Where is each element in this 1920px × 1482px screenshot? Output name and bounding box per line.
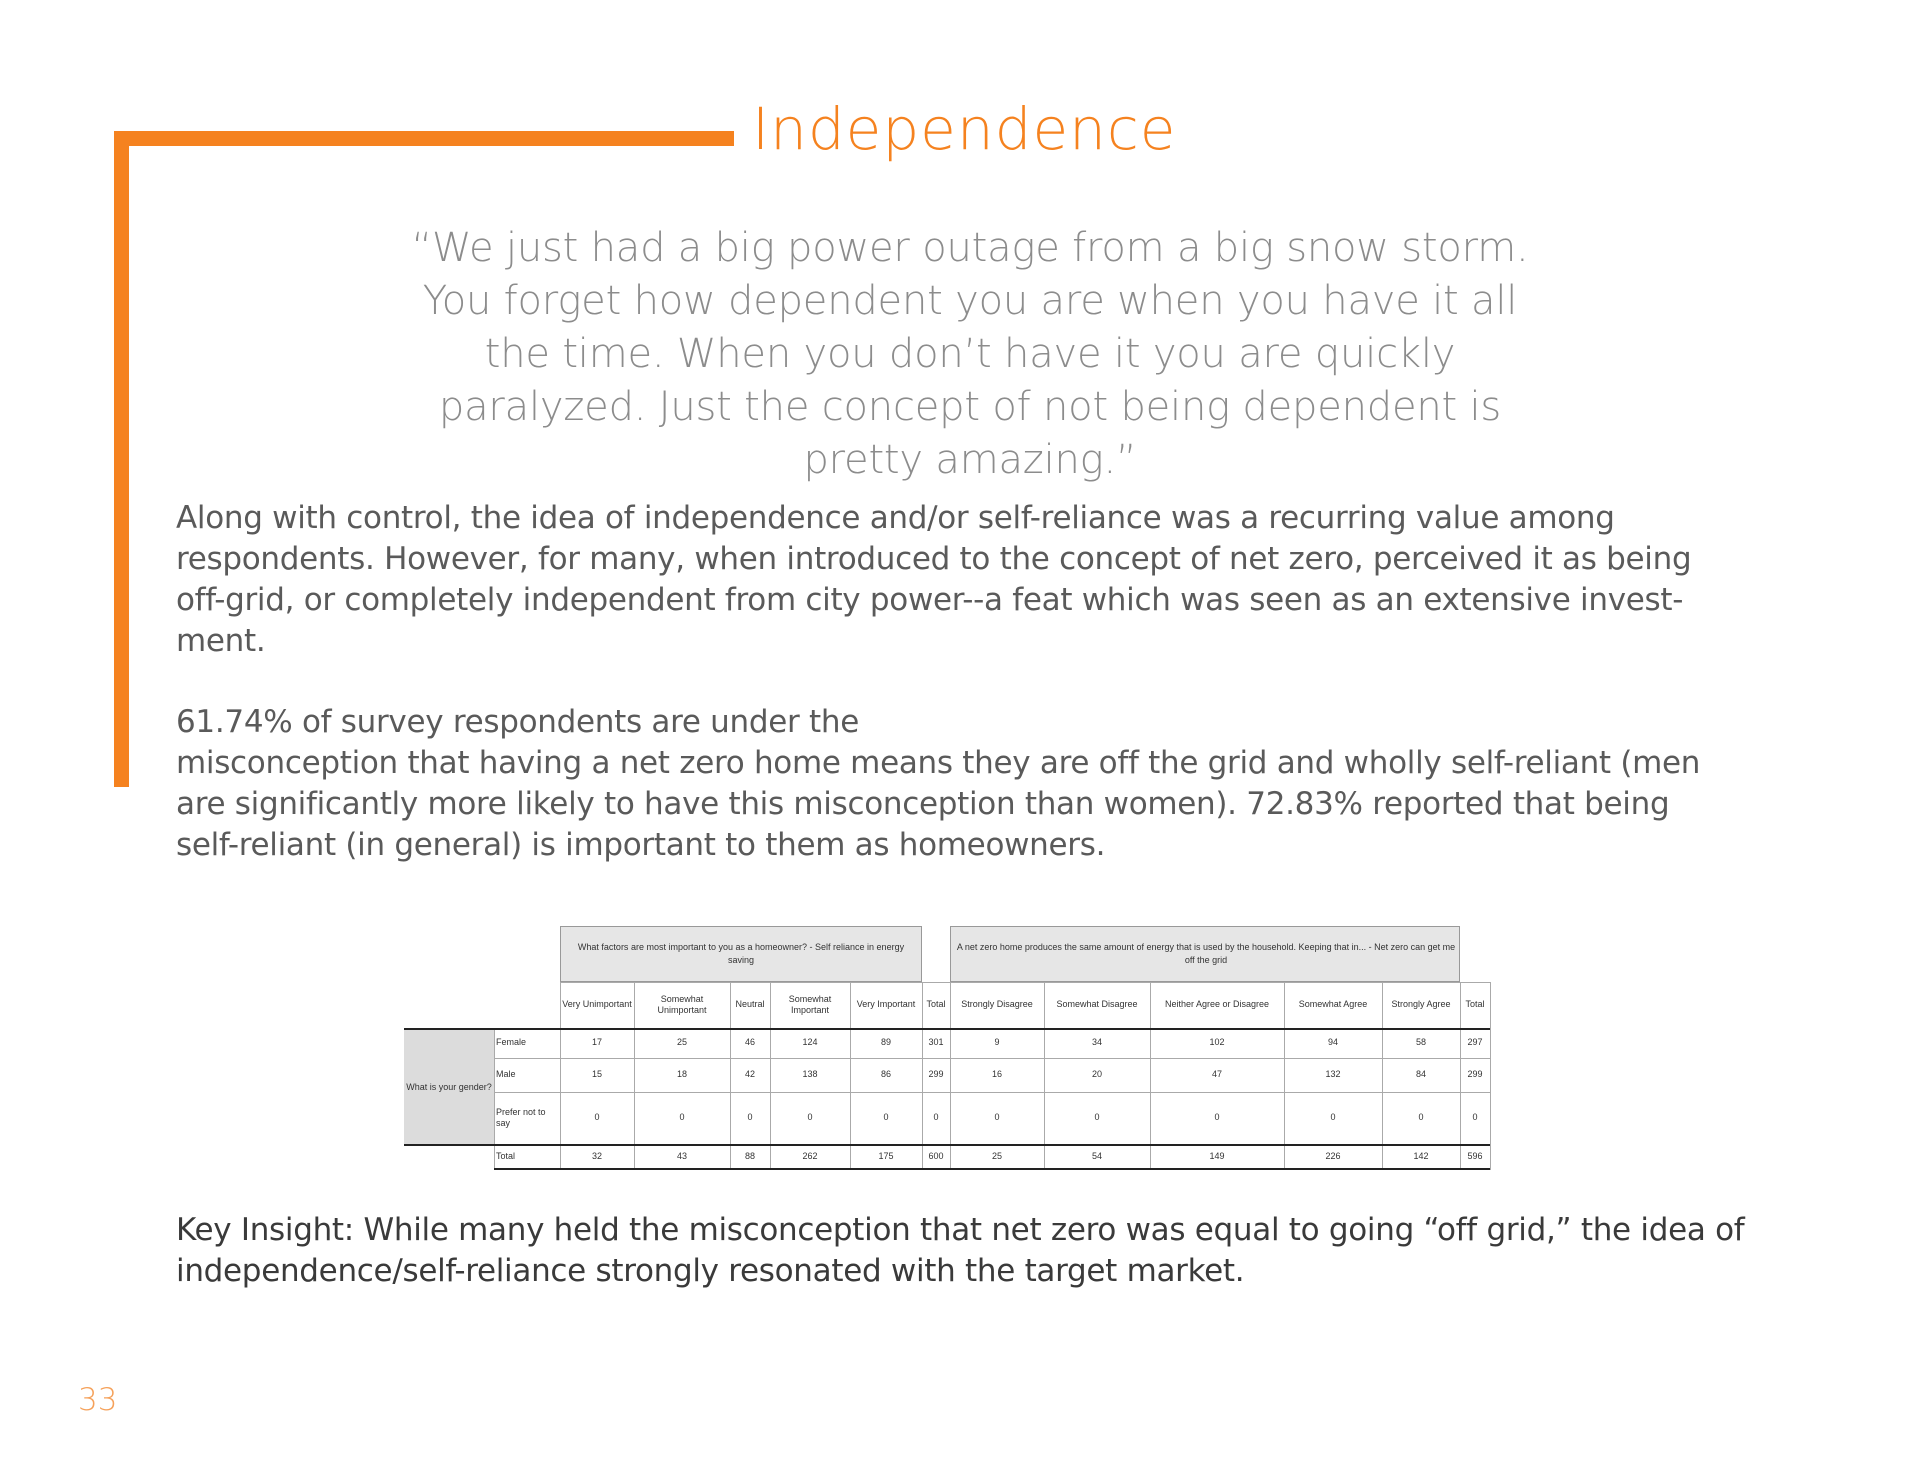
table-cell: 0 (1330, 1112, 1336, 1123)
table-cell: 0 (807, 1112, 813, 1123)
table-cell: 0 (679, 1112, 685, 1123)
quote-line: paralyzed. Just the concept of not being dependent is (438, 384, 1502, 430)
column-header: Somewhat Unimportant (657, 993, 707, 1015)
grid-line (494, 1092, 1490, 1093)
survey-crosstab-table (404, 926, 1494, 1170)
table-rule (404, 1144, 1490, 1146)
column-header: Somewhat Agree (1298, 999, 1368, 1010)
grid-line (1382, 982, 1383, 1170)
table-cell: 600 (928, 1151, 944, 1162)
table-cell: 25 (991, 1151, 1002, 1162)
table-cell: 15 (591, 1069, 602, 1080)
body-paragraph-1 (176, 498, 1736, 662)
table-cell: 124 (802, 1037, 818, 1048)
page-number: 33 (78, 1382, 118, 1418)
table-cell: 20 (1091, 1069, 1102, 1080)
table-cell: 0 (747, 1112, 753, 1123)
grid-line (1284, 982, 1285, 1170)
row-question-text: What is your gender? (406, 1081, 492, 1092)
table-cell: 0 (883, 1112, 889, 1123)
grid-line (1044, 982, 1045, 1170)
column-header: Neutral (735, 999, 765, 1010)
table-cell: 43 (676, 1151, 687, 1162)
quote-line: “We just had a big power outage from a big snow storm. (411, 225, 1529, 271)
row-label: Female (496, 1037, 527, 1048)
table-cell: 299 (928, 1069, 944, 1080)
table-cell: 94 (1327, 1037, 1338, 1048)
column-header: Total (926, 999, 946, 1010)
grid-line (1460, 982, 1461, 1170)
row-label: Total (496, 1151, 516, 1162)
table-cell: 0 (933, 1112, 939, 1123)
table-cell: 262 (802, 1151, 818, 1162)
orange-bracket-top (114, 131, 734, 146)
grid-line (560, 982, 1490, 983)
table-cell: 301 (928, 1037, 944, 1048)
table-cell: 89 (880, 1037, 891, 1048)
column-header: Very Unimportant (562, 999, 632, 1010)
table-cell: 58 (1415, 1037, 1426, 1048)
table-cell: 9 (994, 1037, 1000, 1048)
grid-line (730, 982, 731, 1170)
paragraph-line: misconception that having a net zero home means they are off the grid and wholly self-reliant (men (176, 745, 1701, 781)
orange-bracket-left (114, 131, 129, 787)
table-cell: 25 (676, 1037, 687, 1048)
table-cell: 175 (878, 1151, 894, 1162)
table-cell: 46 (744, 1037, 755, 1048)
row-label: Male (496, 1069, 516, 1080)
table-cell: 0 (1094, 1112, 1100, 1123)
table-cell: 17 (591, 1037, 602, 1048)
paragraph-line: Along with control, the idea of independence and/or self-reliance was a recurring value among (176, 500, 1615, 536)
body-paragraph-2 (176, 702, 1736, 866)
table-cell: 34 (1091, 1037, 1102, 1048)
table-cell: 297 (1467, 1037, 1483, 1048)
table-cell: 54 (1091, 1151, 1102, 1162)
key-insight (176, 1210, 1745, 1292)
table-cell: 0 (1214, 1112, 1220, 1123)
insight-line: Key Insight: While many held the misconception that net zero was equal to going “off grid,” the idea of (176, 1212, 1745, 1248)
table-cell: 84 (1415, 1069, 1426, 1080)
paragraph-line: respondents. However, for many, when introduced to the concept of net zero, perceived it as being (176, 541, 1692, 577)
table-cell: 132 (1325, 1069, 1341, 1080)
column-header: Strongly Disagree (961, 999, 1033, 1010)
table-cell: 0 (1418, 1112, 1424, 1123)
column-header: Somewhat Disagree (1056, 999, 1138, 1010)
insight-line: independence/self-reliance strongly resonated with the target market. (176, 1253, 1245, 1289)
paragraph-line: are significantly more likely to have this misconception than women). 72.83% reported that being (176, 786, 1670, 822)
column-header: Very Important (856, 999, 916, 1010)
table-rule (404, 1028, 1490, 1030)
grid-line (494, 1028, 495, 1170)
q2-question-text: A net zero home produces the same amount of energy that is used by the household. Keeping that in... - Net zero can get me off the grid (956, 942, 1456, 965)
table-cell: 102 (1209, 1037, 1225, 1048)
table-cell: 18 (676, 1069, 687, 1080)
grid-line (1490, 982, 1491, 1170)
table-cell: 142 (1413, 1151, 1429, 1162)
paragraph-line: 61.74% of survey respondents are under the (176, 704, 859, 740)
row-label: Prefer not to say (496, 1106, 546, 1128)
table-cell: 596 (1467, 1151, 1483, 1162)
quote-line: pretty amazing.” (803, 437, 1137, 483)
table-rule (494, 1168, 1490, 1170)
table-cell: 42 (744, 1069, 755, 1080)
paragraph-line: ment. (176, 623, 266, 659)
column-header: Somewhat Important (788, 993, 832, 1015)
table-cell: 299 (1467, 1069, 1483, 1080)
table-cell: 88 (744, 1151, 755, 1162)
grid-line (560, 982, 561, 1170)
table-cell: 0 (594, 1112, 600, 1123)
quote-line: the time. When you don’t have it you are quickly (484, 331, 1456, 377)
quote-line: You forget how dependent you are when you have it all (422, 278, 1518, 324)
grid-line (850, 982, 851, 1170)
pull-quote (360, 222, 1580, 487)
table-cell: 32 (591, 1151, 602, 1162)
paragraph-line: off-grid, or completely independent from city power--a feat which was seen as an extensive invest- (176, 582, 1684, 618)
q1-question-text: What factors are most important to you as a homeowner? - Self reliance in energy saving (577, 942, 905, 965)
page-title: Independence (752, 95, 1177, 163)
table-cell: 86 (880, 1069, 891, 1080)
grid-line (1150, 982, 1151, 1170)
column-header: Strongly Agree (1391, 999, 1451, 1010)
table-cell: 0 (994, 1112, 1000, 1123)
table-cell: 226 (1325, 1151, 1341, 1162)
grid-line (950, 982, 951, 1170)
grid-line (922, 982, 923, 1170)
table-cell: 0 (1472, 1112, 1478, 1123)
table-cell: 16 (991, 1069, 1002, 1080)
table-cell: 138 (802, 1069, 818, 1080)
table-cell: 149 (1209, 1151, 1225, 1162)
table-cell: 47 (1211, 1069, 1222, 1080)
column-header: Neither Agree or Disagree (1164, 999, 1270, 1010)
grid-line (770, 982, 771, 1170)
grid-line (494, 1058, 1490, 1059)
grid-line (634, 982, 635, 1170)
paragraph-line: self-reliant (in general) is important to them as homeowners. (176, 827, 1106, 863)
column-header: Total (1465, 999, 1485, 1010)
